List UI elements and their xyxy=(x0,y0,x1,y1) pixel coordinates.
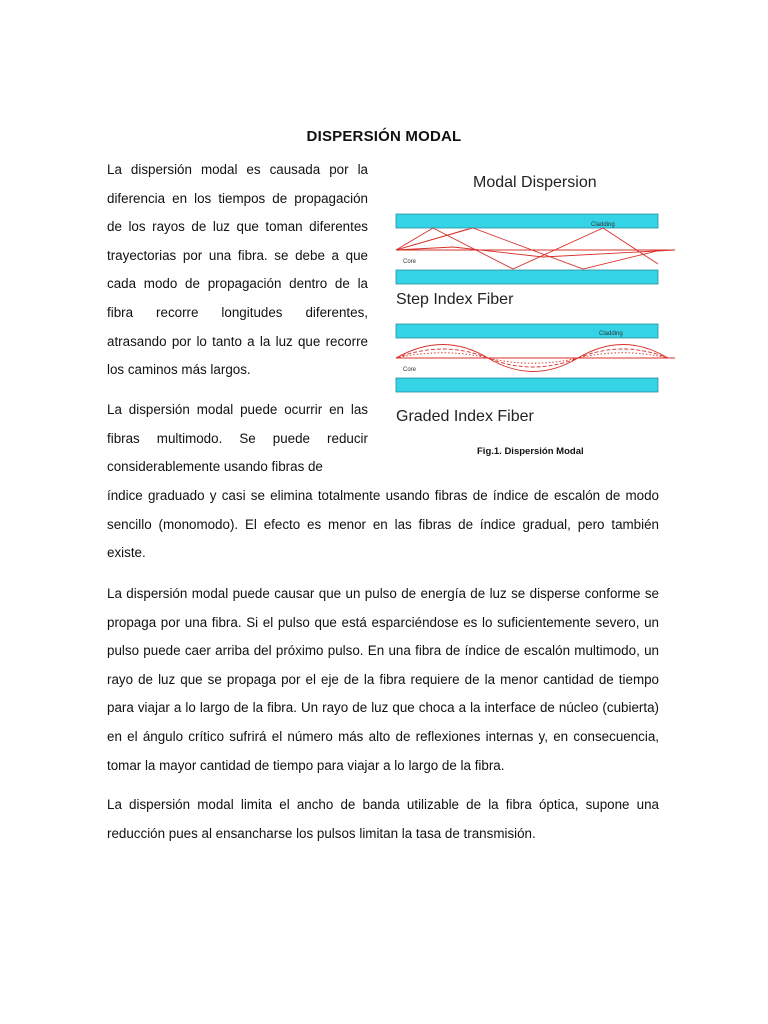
step-rays xyxy=(396,228,675,269)
paragraph-2-end: índice graduado y casi se elimina totalmente usando fibras de índice de escalón de modo sencillo (monomodo). El efecto es menor en las fibras de índice gradual, pero también existe. xyxy=(107,488,659,561)
graded-rays xyxy=(396,345,675,372)
step-cladding-top xyxy=(396,214,658,228)
paragraph-4: La dispersión modal limita el ancho de banda utilizable de la fibra óptica, supone una reducción pues al ensancharse los pulsos limitan la tasa de transmisión. xyxy=(107,797,659,841)
graded-index-label: Graded Index Fiber xyxy=(396,408,534,425)
graded-cladding-label: Cladding xyxy=(599,331,623,337)
page-title: DISPERSIÓN MODAL xyxy=(306,128,462,145)
figure-caption: Fig.1. Dispersión Modal xyxy=(477,446,584,457)
figure-heading: Modal Dispersion xyxy=(473,174,597,191)
step-index-label: Step Index Fiber xyxy=(396,291,514,308)
paragraph-2-start: La dispersión modal puede ocurrir en las fibras multimodo. Se puede reducir considerablemente usando fibras de xyxy=(107,402,368,475)
paragraph-1: La dispersión modal es causada por la diferencia en los tiempos de propagación de los rayos de luz que toman diferentes trayectorias por una fibra. se debe a que cada modo de propagación dentro de la fibra recorre longitudes diferentes, atrasando por lo tanto a la luz que recorre los caminos más largos. xyxy=(107,162,368,378)
graded-core-label: Core xyxy=(403,367,417,373)
modal-dispersion-figure xyxy=(393,168,693,432)
paragraph-3: La dispersión modal puede causar que un pulso de energía de luz se disperse conforme se propaga por una fibra. Si el pulso que está esparciéndose es lo suficientemente severo, un pulso puede caer arriba del próximo pulso. En una fibra de índice de escalón multimodo, un rayo de luz que se propaga por el eje de la fibra requiere de la menor cantidad de tiempo para viajar a lo largo de la fibra. Un rayo de luz que choca a la interface de núcleo (cubierta) en el ángulo crítico sufrirá el número más alto de reflexiones internas y, en consecuencia, tomar la mayor cantidad de tiempo para viajar a lo largo de la fibra. xyxy=(107,586,659,773)
step-core-label: Core xyxy=(403,259,417,265)
graded-cladding-bottom xyxy=(396,378,658,392)
step-cladding-bottom xyxy=(396,270,658,284)
step-cladding-label: Cladding xyxy=(591,222,615,228)
